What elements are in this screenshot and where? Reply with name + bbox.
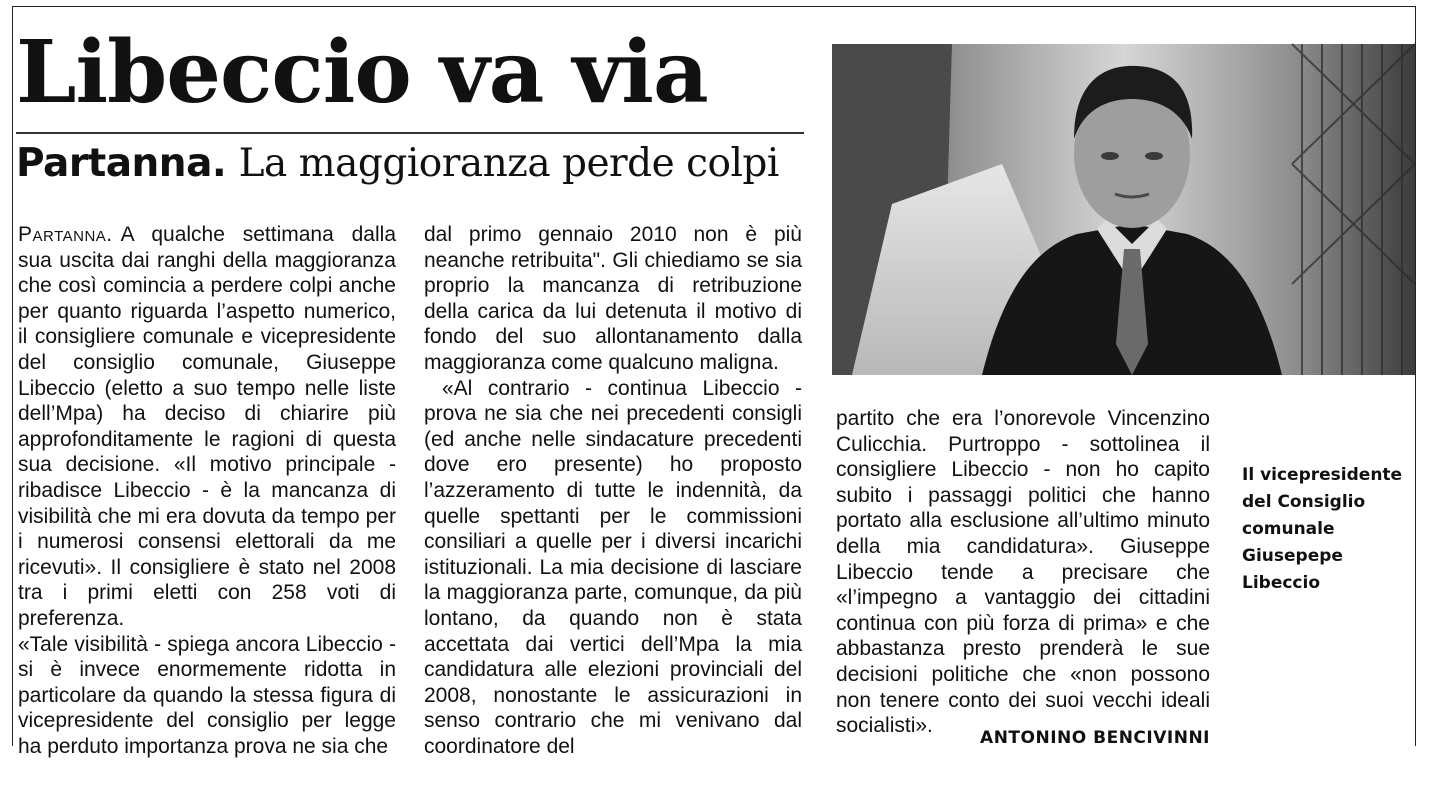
left-eye (1101, 152, 1119, 160)
top-border (12, 6, 1416, 7)
paragraph: dal primo gennaio 2010 non è più neanche retribuita". Gli chiediamo se sia proprio la mancanza di retribuzione della carica da lui detenuta il motivo di fondo del suo allontanamento dalla maggioranza come qualcuno maligna. (424, 223, 802, 374)
portrait-photo (832, 44, 1415, 375)
caption-line: Il vicepresidente (1242, 465, 1403, 485)
right-eye (1145, 152, 1163, 160)
caption-line: Libeccio (1242, 573, 1321, 593)
dateline: Partanna. (18, 223, 113, 246)
photo-caption (1242, 462, 1418, 597)
paragraph (18, 222, 396, 632)
caption-line: comunale (1242, 519, 1335, 539)
caption-line: del Consiglio (1242, 492, 1366, 512)
paragraph: «Al contrario - continua Libeccio - prova ne sia che nei precedenti consigli (ed anche nelle sindacature precedenti dove ero presente) ho proposto l’azzeramento di tutte le indennità, da quelle spettanti per le commissioni consiliari a quelle per i diversi incarichi istituzionali. La mia decisione di lasciare la maggioranza parte, comunque, da più lontano, da quando non è stata accettata dai vertici dell’Mpa la mia candidatura alle elezioni provinciali del 2008, nonostante le assicurazioni in senso contrario che mi venivano dal coordinatore del (424, 376, 802, 758)
caption-line: Giusepepe (1242, 546, 1343, 566)
article-column-1 (18, 222, 396, 758)
article-column-2 (424, 222, 802, 758)
paragraph-text: A qualche settimana dalla sua uscita dai ranghi della maggioranza che così comincia a perdere colpi anche per quanto riguarda l’aspetto numerico, il consigliere comunale e vicepresidente del consiglio comunale, Giuseppe Libeccio (eletto a suo tempo nelle liste dell’Mpa) ha deciso di chiarire più approfonditamente le ragioni di questa sua decisione. «Il motivo principale - ribadisce Libeccio - è la mancanza di visibilità che mi era dovuta da tempo per i numerosi consensi elettorali da me ricevuti». Il consigliere è stato nel 2008 tra i primi eletti con 258 voti di preferenza. (18, 223, 396, 630)
paragraph: «Tale visibilità - spiega ancora Libeccio - si è invece enormemente ridotta in particolare da quando la stessa figura di vicepresidente del consiglio per legge ha perduto importanza prova ne sia che (18, 632, 396, 758)
subheadline-title: La maggioranza perde colpi (238, 141, 779, 186)
subheadline (16, 140, 779, 188)
headline-divider (16, 132, 804, 134)
subheadline-kicker: Partanna. (16, 141, 227, 186)
headline: Libeccio va via (16, 22, 708, 123)
right-border (1415, 6, 1416, 746)
photo-illustration (832, 44, 1415, 375)
byline: ANTONINO BENCIVINNI (980, 728, 1210, 748)
paragraph: partito che era l’onorevole Vincenzino Culicchia. Purtroppo - sottolinea il consigliere Libeccio - non ho capito subito i passaggi politici che hanno portato alla esclusione all’ultimo minuto della mia candidatura». Giuseppe Libeccio tende a precisare che «l’impegno a vantaggio dei cittadini continua con più forza di prima» e che abbastanza presto prenderà le sue decisioni politiche che «non possono non tenere conto dei suoi vecchi ideali socialisti». (836, 407, 1210, 738)
left-border (12, 6, 13, 746)
